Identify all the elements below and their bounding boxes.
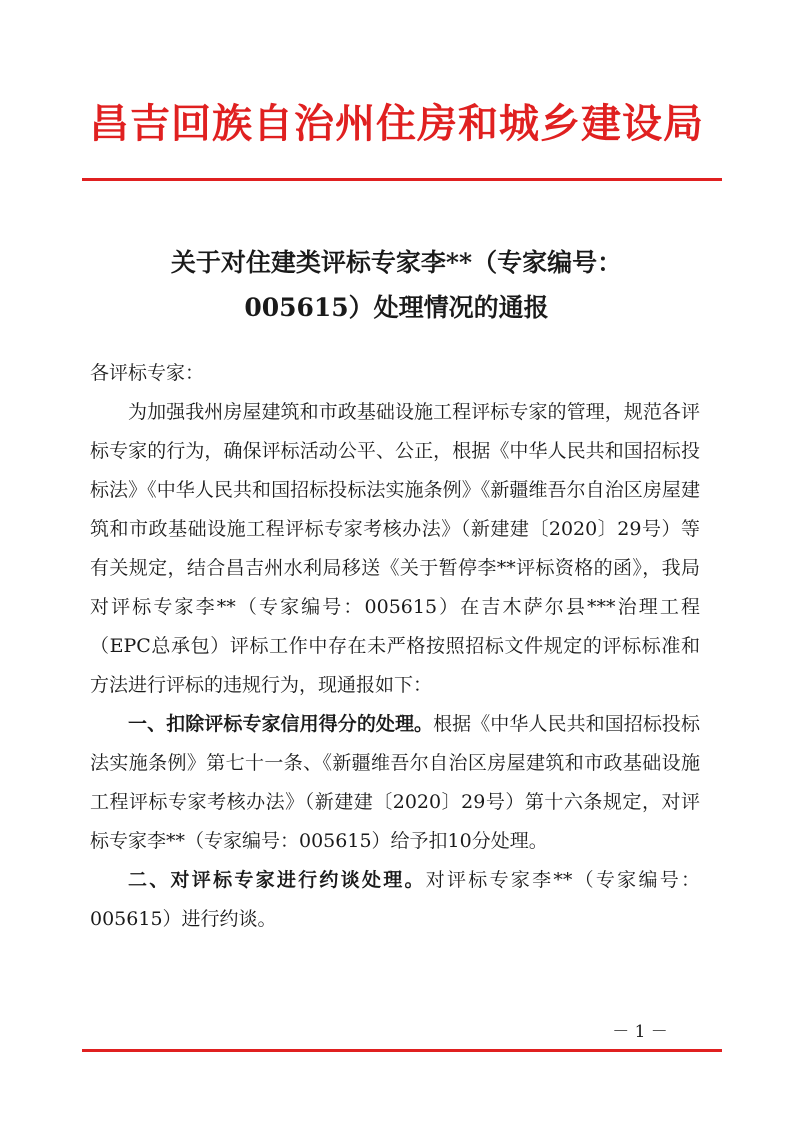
- notice-title-line-2: 005615）处理情况的通报: [244, 293, 549, 322]
- item-1-text: 根据《中华人民共和国招标投标法实施条例》第七十一条、《新疆维吾尔自治区房屋建筑和市政基础设施工程评标专家考核办法》（新建建〔2020〕29号）第十六条规定，对评标专家李**（专家编号：005615）给予扣10分处理。: [90, 713, 700, 852]
- salutation: 各评标专家：: [90, 362, 205, 384]
- notice-body: [90, 354, 700, 939]
- footer-red-rule: [82, 1049, 722, 1052]
- organization-header: 昌吉回族自治州住房和城乡建设局: [89, 100, 704, 147]
- item-2-text: 对评标专家李**（专家编号：005615）进行约谈。: [90, 869, 700, 930]
- item-2-heading: 二、对评标专家进行约谈处理。: [128, 869, 426, 891]
- item-2-paragraph: [90, 861, 700, 939]
- header-red-rule: [82, 178, 722, 181]
- page-number: － 1 －: [612, 1022, 668, 1042]
- notice-title: [90, 240, 703, 330]
- notice-title-line-1: 关于对住建类评标专家李**（专家编号：: [170, 248, 623, 277]
- item-1-heading: 一、扣除评标专家信用得分的处理。: [128, 713, 434, 735]
- intro-paragraph: 为加强我州房屋建筑和市政基础设施工程评标专家的管理，规范各评标专家的行为，确保评标活动公平、公正，根据《中华人民共和国招标投标法》《中华人民共和国招标投标法实施条例》《新疆维吾尔自治区房屋建筑和市政基础设施工程评标专家考核办法》（新建建〔2020〕29号）等有关规定，结合昌吉州水利局移送《关于暂停李**评标资格的函》，我局对评标专家李**（专家编号：005615）在吉木萨尔县***治理工程（EPC总承包）评标工作中存在未严格按照招标文件规定的评标标准和方法进行评标的违规行为，现通报如下：: [90, 401, 700, 696]
- item-1-paragraph: [90, 705, 700, 861]
